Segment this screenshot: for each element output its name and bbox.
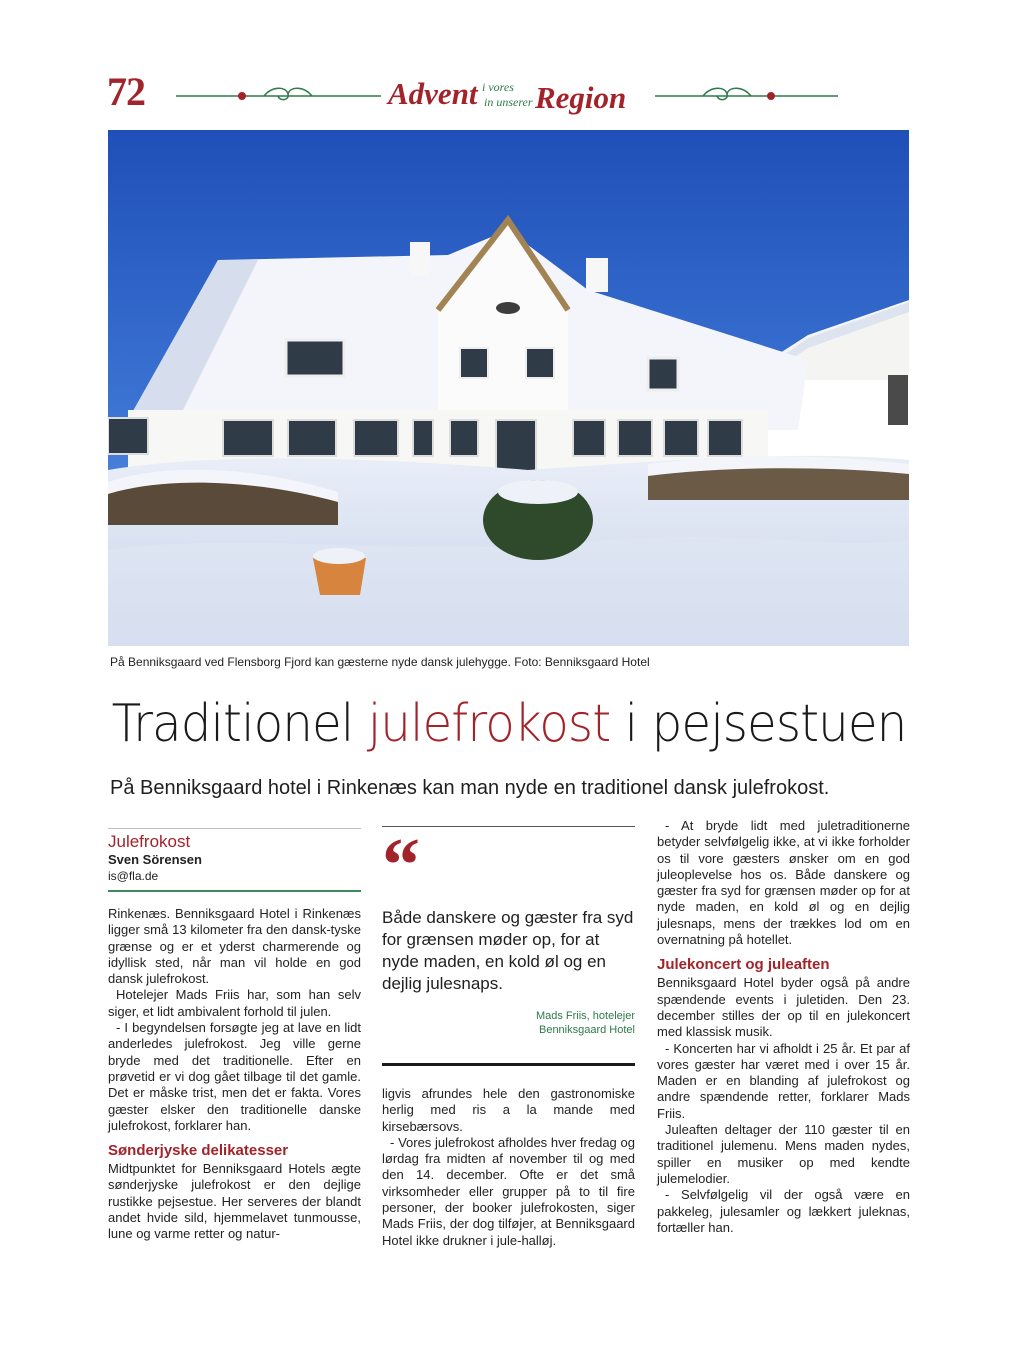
byline bbox=[108, 828, 361, 884]
headline-part-2: i pejsestuen bbox=[610, 694, 907, 754]
byline-divider bbox=[108, 890, 361, 892]
article-headline bbox=[36, 694, 983, 754]
headline-part-1: Traditionel bbox=[111, 694, 368, 754]
quote-source bbox=[382, 1009, 635, 1037]
paragraph: - Vores julefrokost afholdes hver fredag og lørdag fra midten af november til og med den 14. december. Ofte er det små virksomheder eller grupper på to til fire personer, der booker julefrokosten, siger Mads Friis, der dog tilføjer, at Benniksgaard Hotel ikke drukner i jule-halløj. bbox=[382, 1134, 635, 1248]
article-column-3 bbox=[657, 818, 910, 1236]
author-email: is@fla.de bbox=[108, 869, 159, 883]
masthead-small-2: in unserer bbox=[484, 95, 533, 109]
quote-source-name: Mads Friis, hotelejer bbox=[535, 1010, 635, 1022]
masthead-word-advent: Advent bbox=[388, 76, 478, 111]
photo-caption: På Benniksgaard ved Flensborg Fjord kan gæsterne nyde dansk julehygge. Foto: Benniksgaard Hotel bbox=[110, 655, 650, 669]
paragraph: - Selvfølgelig vil der også være en pakkeleg, julesamler og lækkert juleknas, fortæller han. bbox=[657, 1187, 910, 1235]
masthead-small-1: i vores bbox=[482, 80, 514, 94]
paragraph: - I begyndelsen forsøgte jeg at lave en lidt anderledes julefrokost. Jeg ville gerne bryde med det traditionelle. Efter en prøvetid er vi dog gået tilbage til det gamle. Det er måske trist, men det er fakta. Vores gæster elsker den traditionelle danske julefrokost, forklarer han. bbox=[108, 1020, 361, 1133]
author-name: Sven Sörensen bbox=[108, 852, 202, 867]
section-label: Julefrokost bbox=[108, 832, 191, 851]
paragraph: Benniksgaard Hotel byder også på andre spændende events i juletiden. Den 23. december stilles der op til en julekoncert med klassisk musik. bbox=[657, 975, 910, 1040]
paragraph: Midtpunktet for Benniksgaard Hotels ægte sønderjyske julefrokost er den dejlige rustikke pejsestue. Her serveres der blandt andet hvide sild, hjemmelavet tunmousse, lune og varme retter og natur- bbox=[108, 1161, 361, 1242]
article-column-1 bbox=[108, 828, 361, 1243]
paragraph: Juleaften deltager der 110 gæster til en traditionel julemenu. Mens maden nydes, spiller en musiker op med kendte julemelodier. bbox=[657, 1122, 910, 1186]
masthead-logo bbox=[388, 74, 628, 124]
paragraph: - Koncerten har vi afholdt i 25 år. Et par af vores gæster har været med i over 15 år. Maden er en blanding af julefrokost og andre spændende retter, forklarer Mads Friis. bbox=[657, 1040, 910, 1121]
ornament-right bbox=[655, 86, 838, 106]
article-lead: På Benniksgaard hotel i Rinkenæs kan man nyde en traditionel dansk julefrokost. bbox=[110, 777, 830, 799]
quote-source-org: Benniksgaard Hotel bbox=[538, 1024, 635, 1036]
subheading: Julekoncert og juleaften bbox=[657, 956, 830, 974]
paragraph: ligvis afrundes hele den gastronomiske herlig med ris a la mande med kirsebærsovs. bbox=[382, 1086, 635, 1134]
quote-text: Både danskere og gæster fra syd for grænsen møder op, for at nyde maden, en kold øl og en dejlig julesnaps. bbox=[382, 908, 634, 993]
paragraph: Rinkenæs. Benniksgaard Hotel i Rinkenæs ligger små 13 kilometer fra den dansk-tyske grænse og er et yderst charmerende og idyllisk sted, når man vil holde en god dansk julefrokost. bbox=[108, 906, 361, 987]
paragraph: Hotelejer Mads Friis har, som han selv siger, et lidt ambivalent forhold til julen. bbox=[108, 987, 361, 1019]
masthead-word-region: Region bbox=[535, 80, 627, 115]
quote-mark-icon: “ bbox=[382, 823, 420, 907]
hotel-photo bbox=[108, 130, 909, 646]
ornament-left bbox=[176, 86, 381, 106]
pull-quote bbox=[382, 823, 635, 1066]
quote-divider bbox=[382, 1063, 635, 1066]
paragraph: - At bryde lidt med juletraditionerne betyder selvfølgelig ikke, at vi ikke forholder os til vore gæsters ønsker om en god juleoplevelse hos os. Både danskere og gæster fra syd for grænsen møder op for at nyde maden, en kold øl og en dejlig julesnaps, mens der trækkes lod om en overnatning på hotellet. bbox=[657, 818, 910, 948]
headline-accent: julefrokost bbox=[367, 694, 611, 754]
page-number: 72 bbox=[107, 69, 145, 114]
subheading: Sønderjyske delikatesser bbox=[108, 1142, 289, 1160]
article-column-2 bbox=[382, 823, 635, 1249]
